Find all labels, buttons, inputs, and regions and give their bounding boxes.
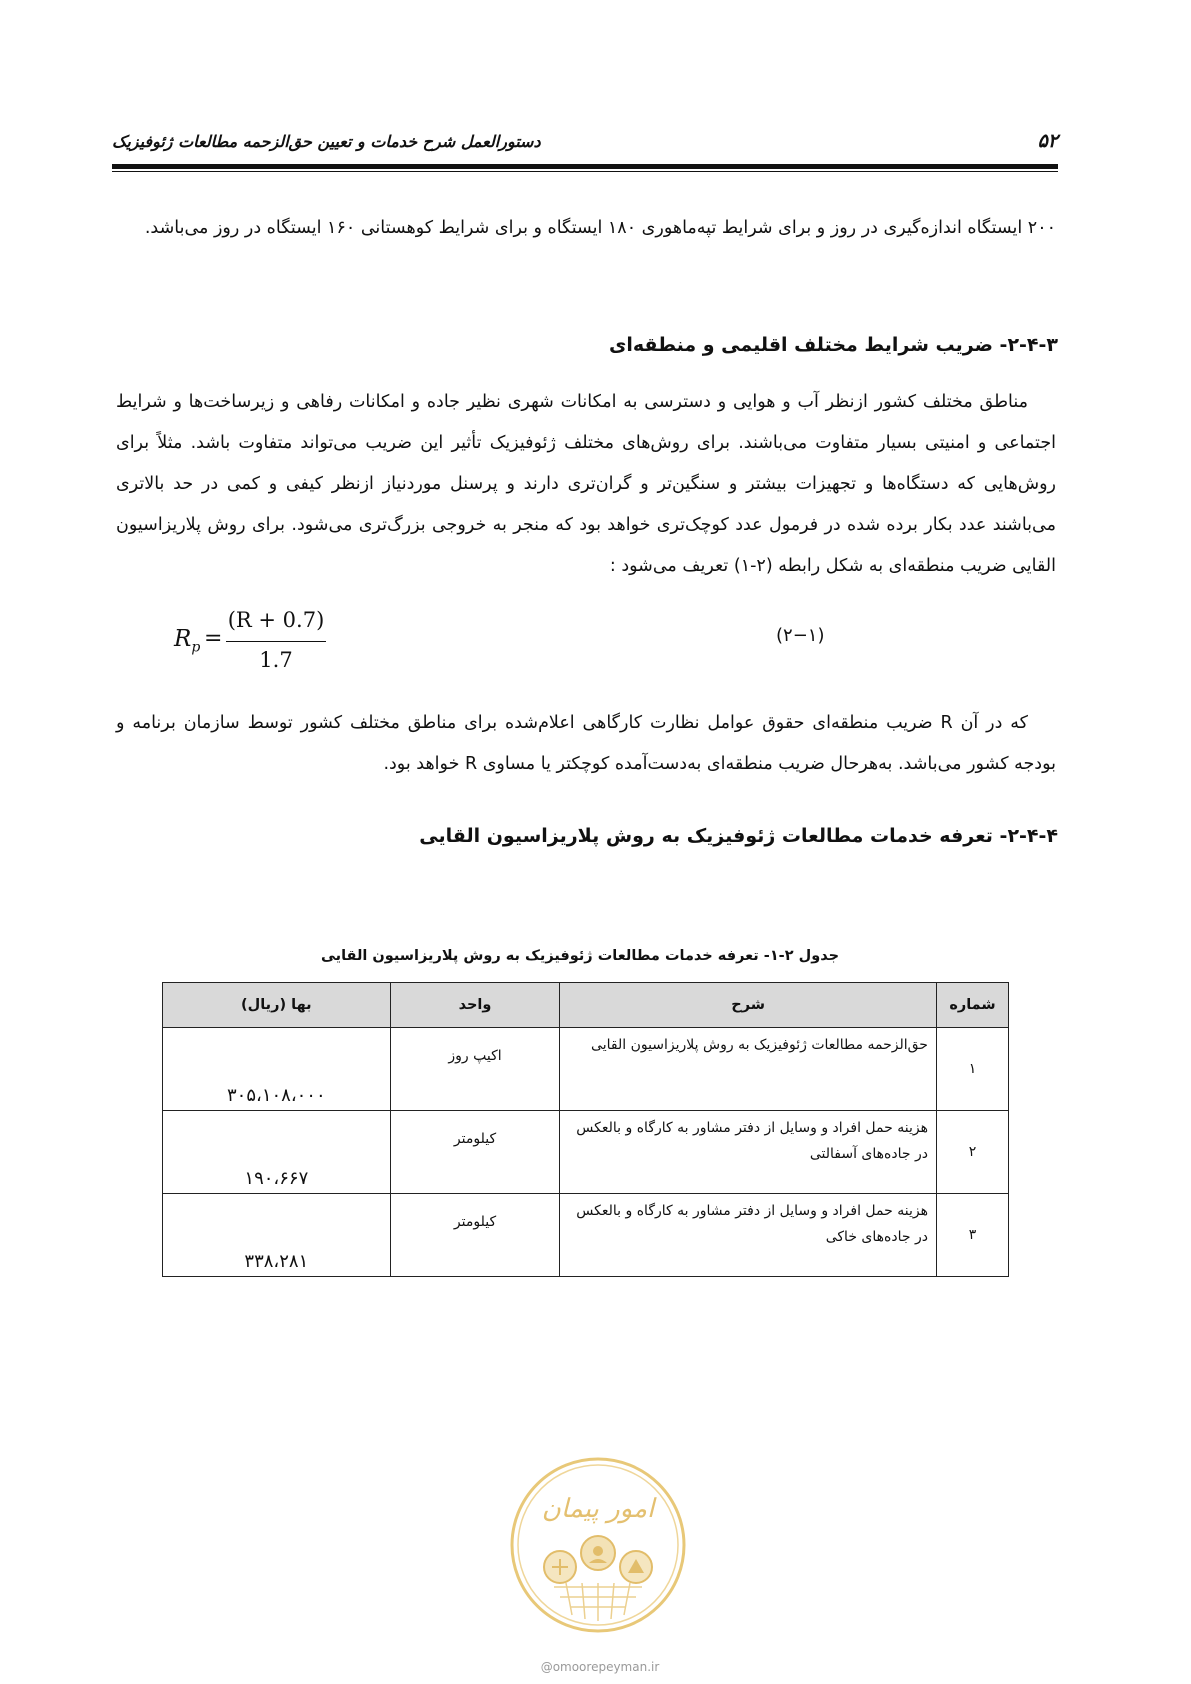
tariff-table [162,982,1009,1277]
formula-denominator: 1.7 [259,648,293,672]
section-heading-2-4-4: ۲-۴-۴- تعرفه خدمات مطالعات ژئوفیزیک به روش پلاریزاسیون القایی [419,825,1058,847]
row-number: ۳ [936,1194,1008,1277]
header-description: شرح [560,983,937,1028]
row-description: حق‌الزحمه مطالعات ژئوفیزیک به روش پلاریزاسیون القایی [560,1028,937,1111]
table-caption: جدول ۲-۱- تعرفه خدمات مطالعات ژئوفیزیک به روش پلاریزاسیون القایی [320,948,840,964]
formula-fraction-bar [226,641,326,642]
climate-paragraph: مناطق مختلف کشور ازنظر آب و هوایی و دسترسی به امکانات شهری نظیر جاده و امکانات رفاهی و زیرساخت‌ها و شرایط اجتماعی و امنیتی بسیار متفاوت می‌باشند. برای روش‌های مختلف ژئوفیزیک تأثیر این ضریب می‌تواند متفاوت باشد. مثلاً برای روش‌هایی که دستگاه‌ها و تجهیزات بیشتر و سنگین‌تر و گران‌تری دارند و پرسنل موردنیاز ازنظر کیفی و کمی در حد بالاتری می‌باشند عدد بکار برده شده در فرمول عدد کوچک‌تری خواهد بود که منجر به خروجی بزرگ‌تری می‌شود. برای روش پلاریزاسیون القایی ضریب منطقه‌ای به شکل رابطه (۲-۱) تعریف می‌شود : [116,392,1056,576]
row-description: هزینه حمل افراد و وسایل از دفتر مشاور به کارگاه و بالعکس در جاده‌های آسفالتی [560,1111,937,1194]
section-heading-2-4-3: ۲-۴-۳- ضریب شرایط مختلف اقلیمی و منطقه‌ای [608,334,1058,356]
table-row [163,1111,1009,1194]
page-number: ۵۲ [1037,130,1058,152]
equation-number: (۲−۱) [776,625,825,646]
row-number: ۲ [936,1111,1008,1194]
header-rule-thick [112,164,1058,169]
row-number: ۱ [936,1028,1008,1111]
logo-text: امور پیمان [541,1494,655,1524]
header-rule-thin [112,171,1058,172]
row-unit: کیلومتر [390,1111,560,1194]
table-header-row [163,983,1009,1028]
header-number: شماره [936,983,1008,1028]
formula-lhs: $R_p$ [174,626,201,656]
formula-numerator: (R + 0.7) [227,608,325,632]
header-unit: واحد [390,983,560,1028]
row-unit: کیلومتر [390,1194,560,1277]
formula-lhs-subscript: p [191,639,201,656]
formula-explanation-paragraph: که در آن R ضریب منطقه‌ای حقوق عوامل نظارت کارگاهی اعلام‌شده برای مناطق مختلف کشور توسط سازمان برنامه و بودجه کشور می‌باشد. به‌هرحال ضریب منطقه‌ای به‌دست‌آمده کوچکتر یا مساوی R خواهد بود. [116,713,1056,774]
row-description: هزینه حمل افراد و وسایل از دفتر مشاور به کارگاه و بالعکس در جاده‌های خاکی [560,1194,937,1277]
omoorepeyman-seal-logo-icon [508,1455,688,1635]
intro-paragraph: ۲۰۰ ایستگاه اندازه‌گیری در روز و برای شرایط تپه‌ماهوری ۱۸۰ ایستگاه و برای شرایط کوهستانی ۱۶۰ ایستگاه در روز می‌باشد. [144,218,1056,238]
website-watermark: @omoorepeyman.ir [540,1660,660,1674]
formula-equals: = [204,626,223,651]
header-price: بها (ریال) [163,983,391,1028]
page-header [112,128,1058,158]
regional-coefficient-formula [170,608,330,678]
table-row [163,1194,1009,1277]
row-price: ۳۳۸،۲۸۱ [163,1194,391,1277]
running-title: دستورالعمل شرح خدمات و تعیین حق‌الزحمه مطالعات ژئوفیزیک [112,132,541,151]
row-price: ۳۰۵،۱۰۸،۰۰۰ [163,1028,391,1111]
table-row [163,1028,1009,1111]
row-unit: اکیپ روز [390,1028,560,1111]
row-price: ۱۹۰،۶۶۷ [163,1111,391,1194]
